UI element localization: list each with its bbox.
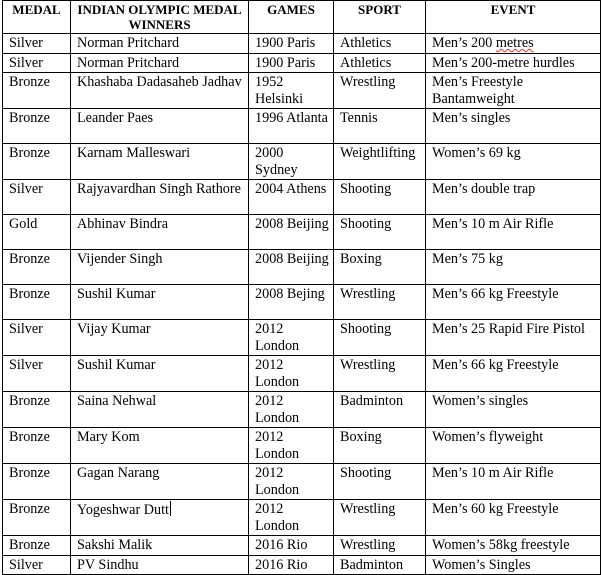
cell-event[interactable]: Men’s double trap	[426, 180, 601, 215]
cell-event[interactable]: Men’s 200-metre hurdles	[426, 53, 601, 73]
cell-event[interactable]: Men’s 25 Rapid Fire Pistol	[426, 320, 601, 356]
cell-games[interactable]: 2008 Beijing	[249, 250, 334, 285]
cell-event[interactable]: Men’s singles	[426, 109, 601, 144]
cell-event[interactable]: Women’s singles	[426, 392, 601, 428]
table-row	[3, 144, 601, 180]
cell-winner[interactable]: Mary Kom	[71, 428, 249, 464]
table-row	[3, 53, 601, 73]
cell-medal[interactable]: Bronze	[3, 285, 71, 320]
table-row	[3, 536, 601, 556]
cell-event[interactable]: Men’s 75 kg	[426, 250, 601, 285]
header-row	[3, 1, 601, 34]
cell-event[interactable]: Women’s flyweight	[426, 428, 601, 464]
cell-event[interactable]: Men’s 10 m Air Rifle	[426, 464, 601, 500]
cell-event[interactable]: Men’s 66 kg Freestyle	[426, 285, 601, 320]
cell-games[interactable]: 2016 Rio	[249, 555, 334, 575]
cell-sport[interactable]: Badminton	[334, 392, 426, 428]
cell-sport[interactable]: Wrestling	[334, 73, 426, 109]
table-row	[3, 285, 601, 320]
cell-winner[interactable]: Abhinav Bindra	[71, 215, 249, 250]
cell-medal[interactable]: Gold	[3, 215, 71, 250]
cell-medal[interactable]: Silver	[3, 34, 71, 54]
cell-medal[interactable]: Bronze	[3, 428, 71, 464]
table-row	[3, 250, 601, 285]
cell-winner[interactable]: Leander Paes	[71, 109, 249, 144]
cell-event[interactable]: Women’s 69 kg	[426, 144, 601, 180]
header-medal[interactable]: MEDAL	[3, 1, 71, 34]
cell-event[interactable]: Men’s 10 m Air Rifle	[426, 215, 601, 250]
cell-sport[interactable]: Boxing	[334, 428, 426, 464]
cell-games[interactable]: 1952 Helsinki	[249, 73, 334, 109]
cell-winner[interactable]: Vijender Singh	[71, 250, 249, 285]
table-row	[3, 215, 601, 250]
cell-medal[interactable]: Bronze	[3, 500, 71, 536]
cell-medal[interactable]: Silver	[3, 53, 71, 73]
cell-medal[interactable]: Bronze	[3, 392, 71, 428]
header-event[interactable]: EVENT	[426, 1, 601, 34]
cell-medal[interactable]: Bronze	[3, 73, 71, 109]
cell-winner[interactable]: Vijay Kumar	[71, 320, 249, 356]
cell-event[interactable]: Men’s Freestyle Bantamweight	[426, 73, 601, 109]
table-row	[3, 356, 601, 392]
cell-games[interactable]: 2008 Bejing	[249, 285, 334, 320]
header-games[interactable]: GAMES	[249, 1, 334, 34]
header-sport[interactable]: SPORT	[334, 1, 426, 34]
cell-medal[interactable]: Bronze	[3, 144, 71, 180]
table-row	[3, 180, 601, 215]
cell-winner[interactable]: Sushil Kumar	[71, 285, 249, 320]
cell-medal[interactable]: Bronze	[3, 109, 71, 144]
cell-sport[interactable]: Wrestling	[334, 356, 426, 392]
cell-games[interactable]: 2012 London	[249, 356, 334, 392]
cell-sport[interactable]: Wrestling	[334, 536, 426, 556]
table-row	[3, 428, 601, 464]
cell-winner[interactable]: Khashaba Dadasaheb Jadhav	[71, 73, 249, 109]
cell-winner[interactable]: Norman Pritchard	[71, 53, 249, 73]
cell-winner[interactable]: Saina Nehwal	[71, 392, 249, 428]
cell-sport[interactable]: Shooting	[334, 464, 426, 500]
cell-winner[interactable]	[71, 500, 249, 536]
cell-sport[interactable]: Shooting	[334, 180, 426, 215]
cell-games[interactable]: 2008 Beijing	[249, 215, 334, 250]
table-row	[3, 464, 601, 500]
table-row	[3, 34, 601, 54]
cell-sport[interactable]: Athletics	[334, 53, 426, 73]
cell-event[interactable]: Women’s 58kg freestyle	[426, 536, 601, 556]
cell-medal[interactable]: Bronze	[3, 250, 71, 285]
winner-text: Yogeshwar Dutt	[77, 502, 169, 518]
cell-medal[interactable]: Silver	[3, 180, 71, 215]
table-row	[3, 320, 601, 356]
cell-winner[interactable]: Rajyavardhan Singh Rathore	[71, 180, 249, 215]
cell-games[interactable]: 2012 London	[249, 500, 334, 536]
cell-games[interactable]: 2012 London	[249, 392, 334, 428]
medal-table	[2, 0, 601, 575]
cell-medal[interactable]: Silver	[3, 555, 71, 575]
cell-medal[interactable]: Bronze	[3, 536, 71, 556]
cell-games[interactable]: 2000 Sydney	[249, 144, 334, 180]
cell-sport[interactable]: Tennis	[334, 109, 426, 144]
table-row	[3, 500, 601, 536]
cell-games[interactable]: 2012 London	[249, 464, 334, 500]
cell-games[interactable]: 2016 Rio	[249, 536, 334, 556]
cell-sport[interactable]: Boxing	[334, 250, 426, 285]
cell-event[interactable]: Women’s Singles	[426, 555, 601, 575]
cell-winner[interactable]: Gagan Narang	[71, 464, 249, 500]
table-row	[3, 555, 601, 575]
cell-medal[interactable]: Bronze	[3, 464, 71, 500]
cell-sport[interactable]: Badminton	[334, 555, 426, 575]
cell-sport[interactable]: Weightlifting	[334, 144, 426, 180]
cell-winner[interactable]: Sushil Kumar	[71, 356, 249, 392]
cell-games[interactable]: 1900 Paris	[249, 34, 334, 54]
text-caret	[170, 501, 171, 516]
cell-event[interactable]: Men’s 60 kg Freestyle	[426, 500, 601, 536]
table-row	[3, 392, 601, 428]
cell-event[interactable]: Men’s 66 kg Freestyle	[426, 356, 601, 392]
event-text: Men’s 200	[432, 35, 496, 51]
cell-medal[interactable]: Silver	[3, 356, 71, 392]
cell-winner[interactable]: PV Sindhu	[71, 555, 249, 575]
cell-winner[interactable]: Norman Pritchard	[71, 34, 249, 54]
cell-sport[interactable]: Shooting	[334, 320, 426, 356]
table-row	[3, 73, 601, 109]
cell-sport[interactable]: Athletics	[334, 34, 426, 54]
cell-sport[interactable]: Wrestling	[334, 500, 426, 536]
cell-winner[interactable]: Karnam Malleswari	[71, 144, 249, 180]
cell-games[interactable]: 1900 Paris	[249, 53, 334, 73]
cell-sport[interactable]: Shooting	[334, 215, 426, 250]
cell-winner[interactable]: Sakshi Malik	[71, 536, 249, 556]
header-winner[interactable]: INDIAN OLYMPIC MEDAL WINNERS	[71, 1, 249, 34]
cell-games[interactable]: 1996 Atlanta	[249, 109, 334, 144]
cell-sport[interactable]: Wrestling	[334, 285, 426, 320]
cell-event[interactable]	[426, 34, 601, 54]
cell-games[interactable]: 2004 Athens	[249, 180, 334, 215]
spellcheck-flagged-word: metres	[495, 35, 534, 51]
table-row	[3, 109, 601, 144]
cell-games[interactable]: 2012 London	[249, 320, 334, 356]
cell-games[interactable]: 2012 London	[249, 428, 334, 464]
cell-medal[interactable]: Silver	[3, 320, 71, 356]
